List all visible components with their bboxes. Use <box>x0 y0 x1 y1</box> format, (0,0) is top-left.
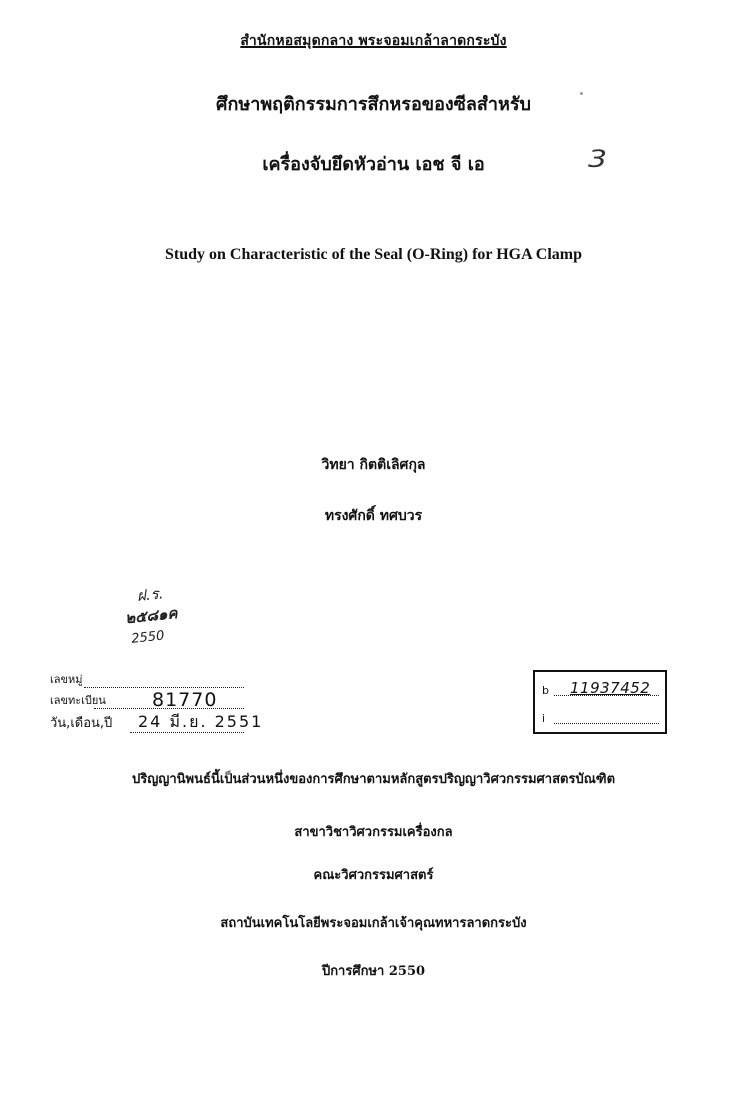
handwritten-note-line-1: ฝ.ร. <box>136 584 165 606</box>
author-2: ทรงศักดิ์ ทศบวร <box>324 508 423 524</box>
thai-title-line-2: เครื่องจับยึดหัวอ่าน เอช จี เอ <box>262 154 485 175</box>
date-label: วัน,เดือน,ปี <box>50 716 113 731</box>
library-catalog-stamp <box>50 670 264 736</box>
degree-statement: ปริญญานิพนธ์นี้เป็นส่วนหนึ่งของการศึกษาตามหลักสูตรปริญญาวิศวกรรมศาสตรบัณฑิต <box>131 772 616 787</box>
institute-name: สถาบันเทคโนโลยีพระจอมเกล้าเจ้าคุณทหารลาดกระบัง <box>220 916 527 931</box>
call-number-label: เลขหมู่ <box>50 673 83 686</box>
handwritten-note-line-2: ๒๕๘๑ค <box>124 603 179 628</box>
registration-value: 81770 <box>152 689 218 711</box>
b-number-value: 11937452 <box>570 679 651 697</box>
thai-title-line-1: ศึกษาพฤติกรรมการสึกหรอของซีลสำหรับ <box>216 94 531 115</box>
faculty-name: คณะวิศวกรรมศาสตร์ <box>313 868 434 883</box>
call-number-dotted-line <box>84 687 244 688</box>
registration-row <box>50 691 244 712</box>
barcode-number-stamp <box>533 670 667 734</box>
handwritten-copy-number: 3 <box>588 145 608 174</box>
registration-label: เลขทะเบียน <box>50 694 106 707</box>
english-title: Study on Characteristic of the Seal (O-Ring) for HGA Clamp <box>164 246 582 263</box>
academic-year: ปีการศึกษา 2550 <box>321 964 426 979</box>
i-number-dotted-line <box>554 723 659 724</box>
b-number-row <box>542 680 659 698</box>
program-name: สาขาวิชาวิศวกรรมเครื่องกล <box>294 825 453 840</box>
b-number-label: b <box>542 684 549 697</box>
handwritten-note-line-3: 2550 <box>130 628 166 647</box>
i-number-label: i <box>542 712 546 725</box>
date-value: 24 มี.ย. 2551 <box>138 712 264 731</box>
i-number-row <box>542 708 659 726</box>
pen-dot-mark <box>580 92 583 95</box>
date-row <box>50 712 264 736</box>
author-1: วิทยา กิตติเลิศกุล <box>321 457 426 473</box>
library-name-header: สำนักหอสมุดกลาง พระจอมเกล้าลาดกระบัง <box>240 33 507 49</box>
call-number-row <box>50 670 244 691</box>
handwritten-note <box>118 582 181 651</box>
